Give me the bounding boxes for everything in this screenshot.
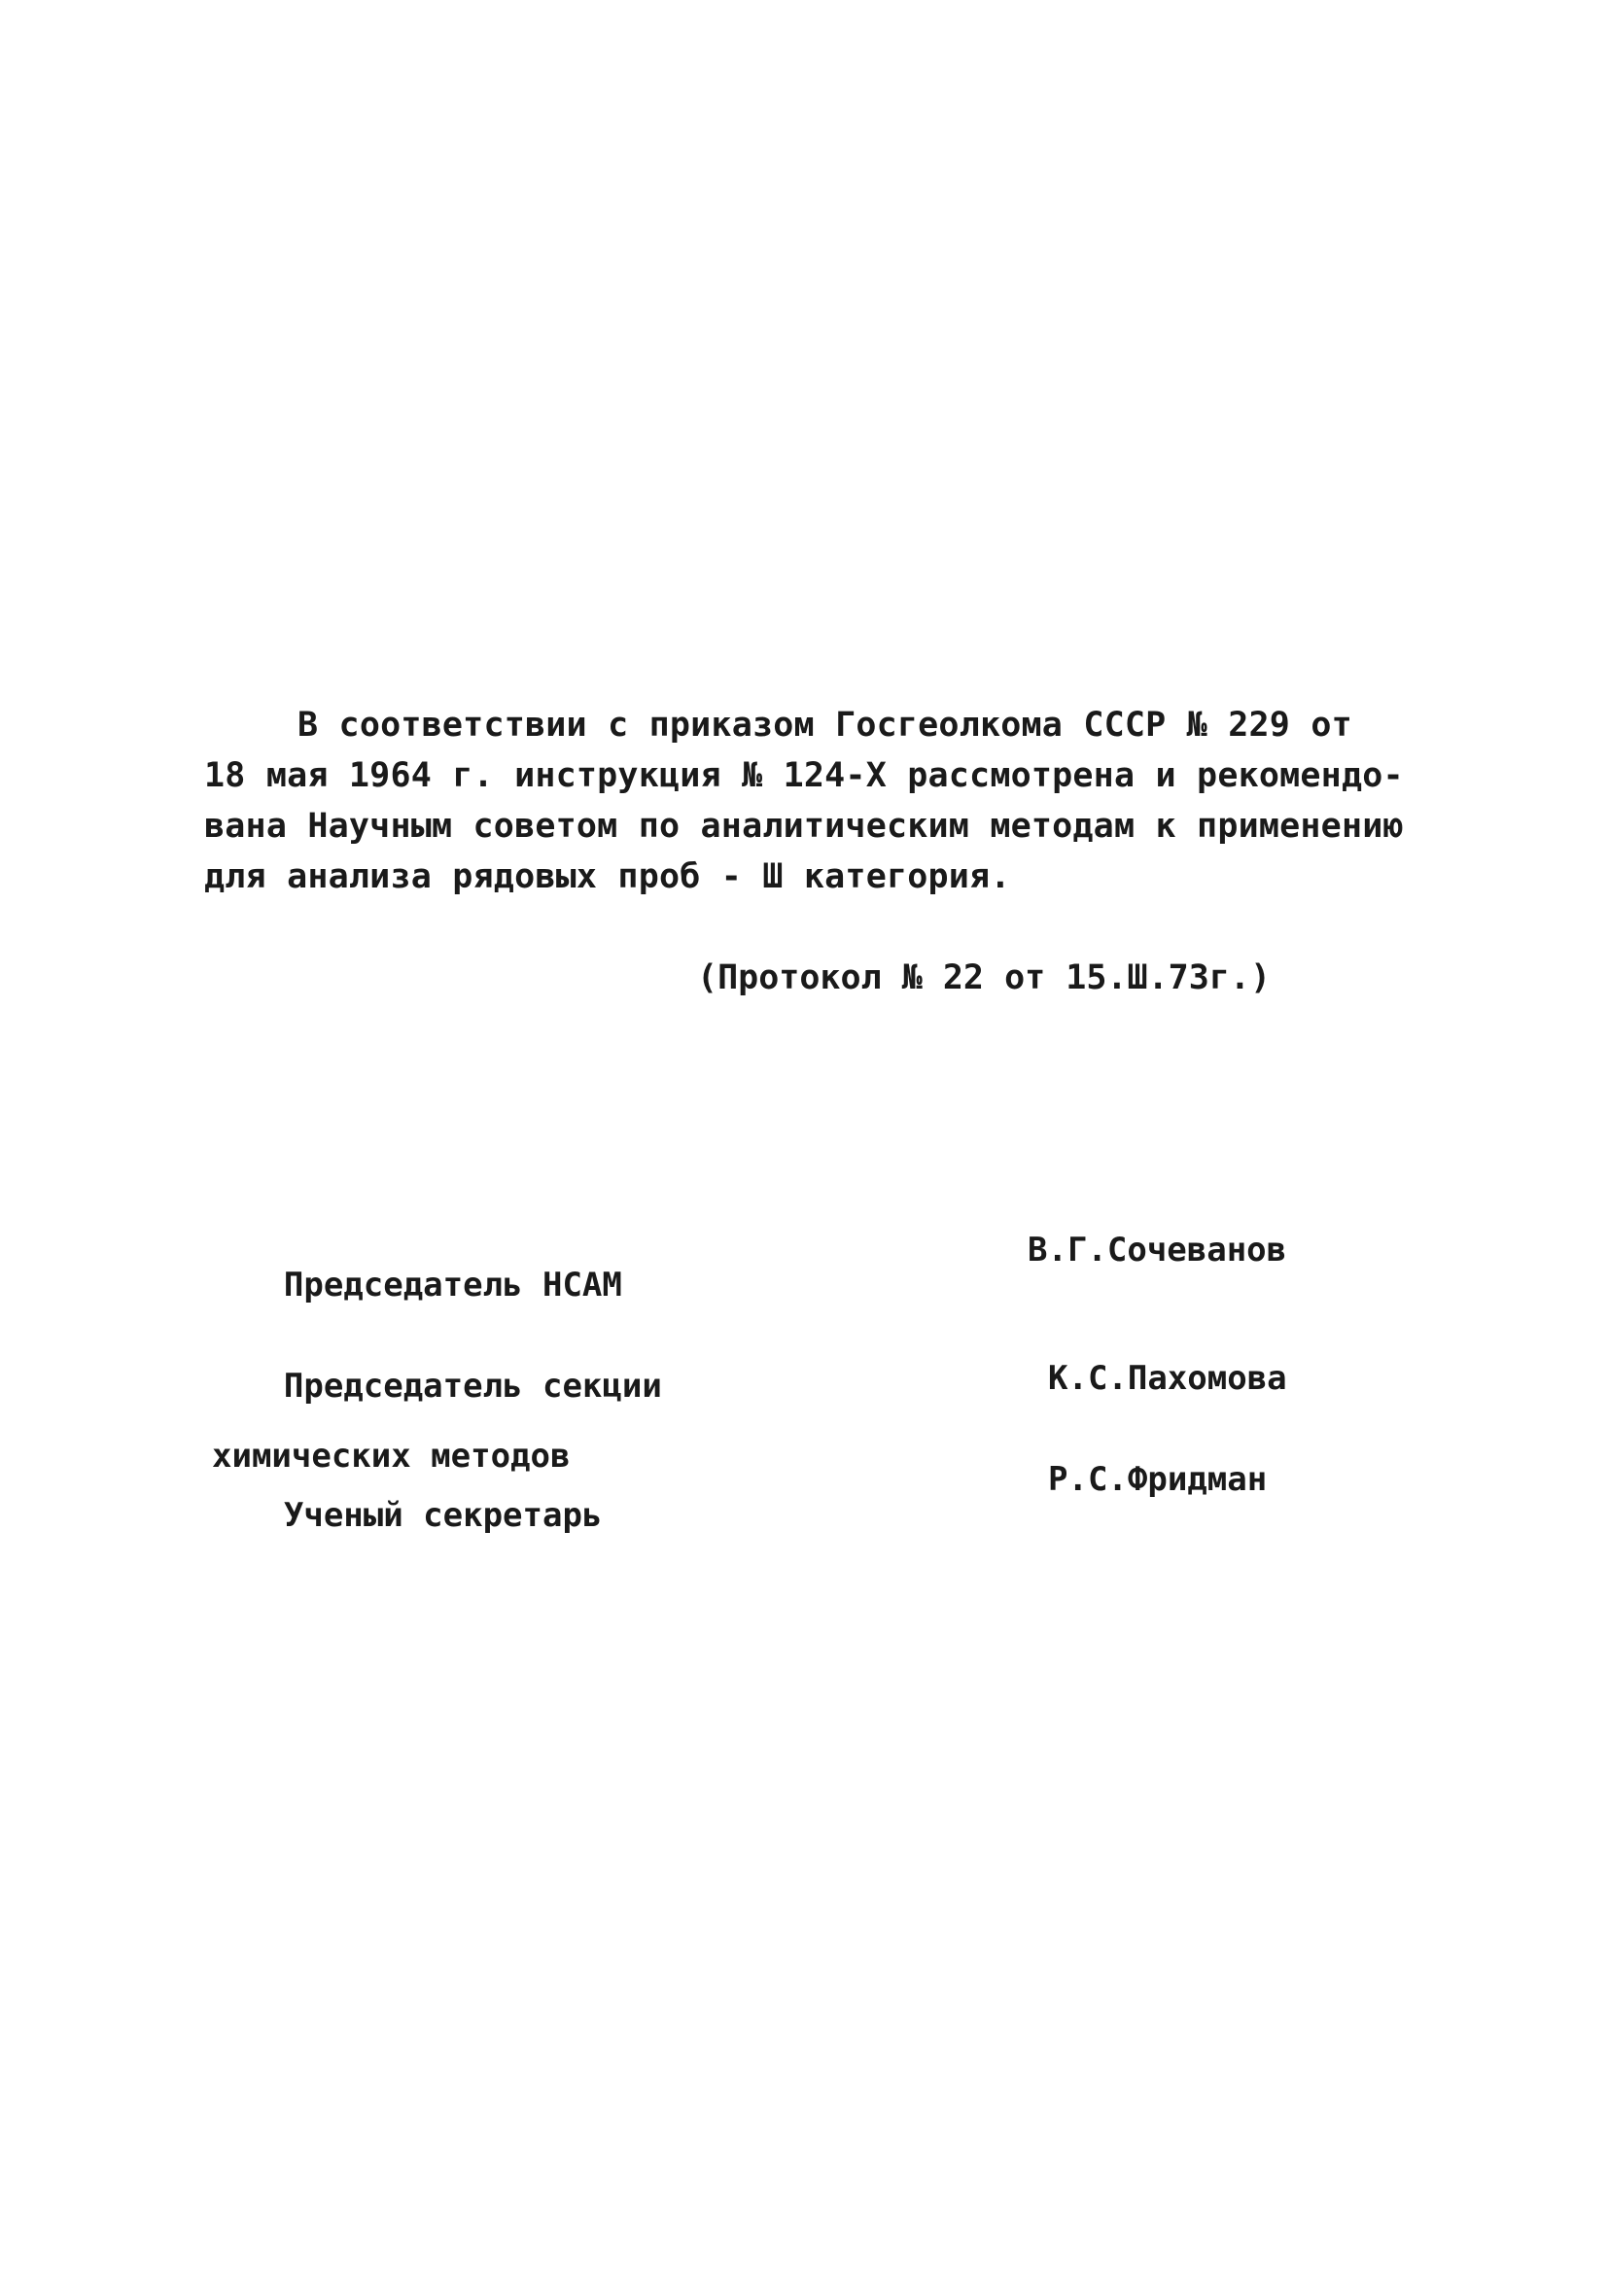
signatory-role-label: Ученый секретарь [283, 1496, 603, 1535]
signatory-name-secretary: Р.С.Фридман [1048, 1460, 1268, 1499]
protocol-reference: (Протокол № 22 от 15.Ш.73г.) [697, 958, 1272, 997]
approval-paragraph [204, 700, 1404, 902]
paragraph-line: вана Научным советом по аналитическим методам к применению [204, 807, 1404, 846]
signatory-role-label: Председатель секции [283, 1367, 662, 1406]
paragraph-line: для анализа рядовых проб - Ш категория. [204, 857, 1011, 896]
signatory-name-section-chair: К.С.Пахомова [1048, 1359, 1287, 1398]
signatory-role-continuation: химических методов [212, 1437, 571, 1476]
paragraph-line: 18 мая 1964 г. инструкция № 124-Х рассмотрена и рекомендо- [204, 756, 1404, 795]
signatory-role-chairman [204, 1233, 622, 1338]
signatory-role-label: Председатель НСАМ [283, 1266, 622, 1305]
signatory-name-chairman: В.Г.Сочеванов [1028, 1231, 1287, 1270]
signatory-role-secretary [204, 1463, 602, 1568]
paragraph-line: В соответствии с приказом Госгеолкома СССР № 229 от [297, 706, 1352, 745]
